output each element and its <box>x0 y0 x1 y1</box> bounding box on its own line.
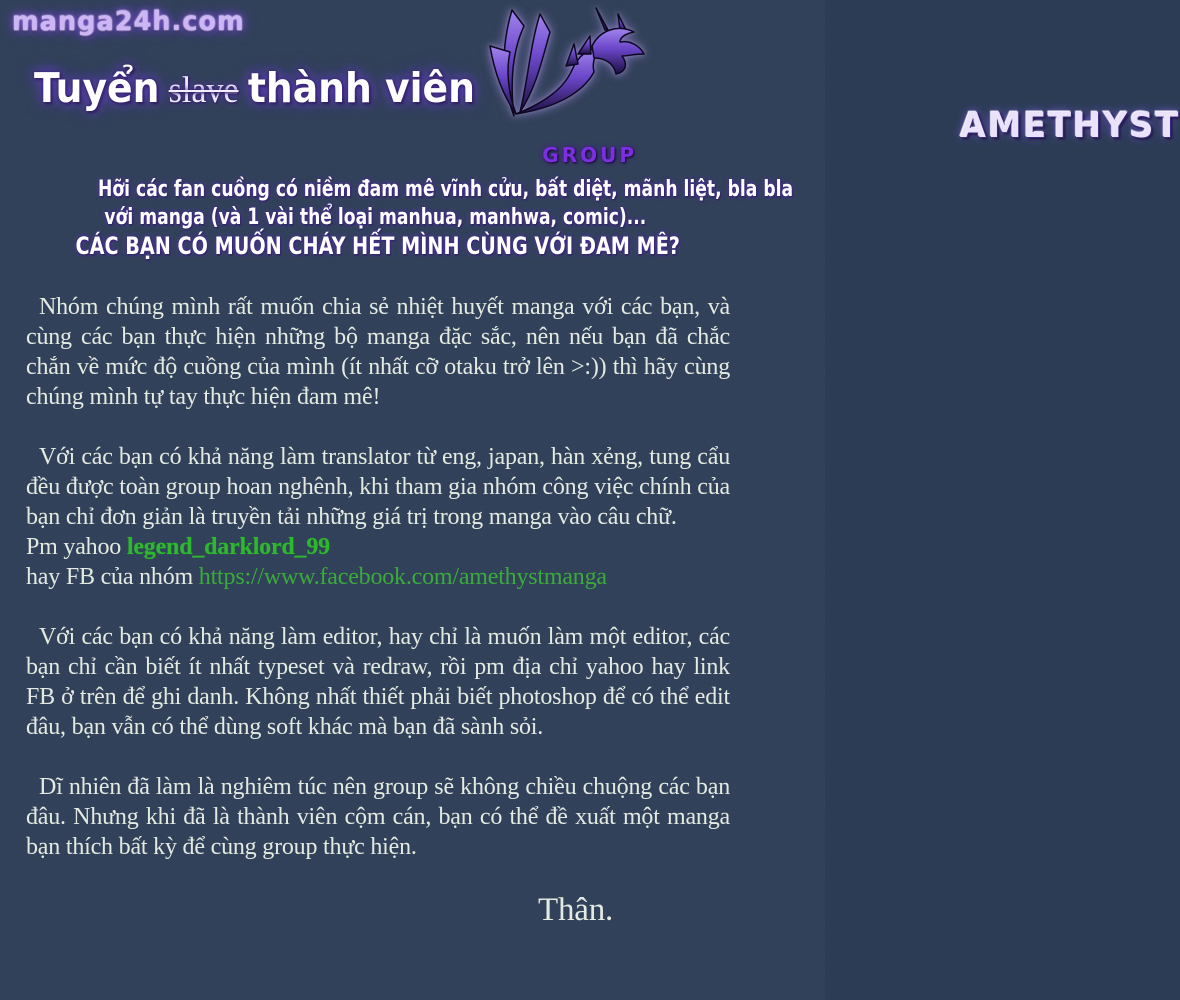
facebook-contact-line <box>26 562 730 592</box>
translator-section <box>26 442 730 592</box>
facebook-contact-prefix: hay FB của nhóm <box>26 564 199 590</box>
intro-line-3: CÁC BẠN CÓ MUỐN CHÁY HẾT MÌNH CÙNG VỚI ĐAM MÊ? <box>75 232 680 260</box>
title-struck-word: slave <box>168 70 239 111</box>
amethyst-logo <box>462 2 1180 167</box>
page-title <box>34 64 475 112</box>
paragraph-recruit-intro: Nhóm chúng mình rất muốn chia sẻ nhiệt huyết manga với các bạn, và cùng các bạn thực hiện những bộ manga đặc sắc, nên nếu bạn đã chắc chắn về mức độ cuồng của mình (ít nhất cỡ otaku trở lên >:)) thì hãy cùng chúng mình tự tay thực hiện đam mê! <box>26 294 730 410</box>
intro-callout <box>0 176 794 260</box>
facebook-url-link[interactable]: https://www.facebook.com/amethystmanga <box>198 564 607 590</box>
logo-subtitle: GROUP <box>542 143 637 167</box>
title-post: thành viên <box>247 64 475 112</box>
title-pre: Tuyển <box>34 64 160 112</box>
body-text <box>26 292 730 928</box>
paragraph-translator: Với các bạn có khả năng làm translator từ eng, japan, hàn xẻng, tung cẩu đều được toàn group hoan nghênh, khi tham gia nhóm công việc chính của bạn chỉ đơn giản là truyền tải những giá trị trong manga vào câu chữ. <box>26 444 730 530</box>
yahoo-contact-prefix: Pm yahoo <box>26 534 127 560</box>
dragon-icon <box>462 2 652 142</box>
paragraph-editor: Với các bạn có khả năng làm editor, hay chỉ là muốn làm một editor, các bạn chỉ cần biết ít nhất typeset và redraw, rồi pm địa chỉ yahoo hay link FB ở trên để ghi danh. Không nhất thiết phải biết photoshop để có thể edit đâu, bạn vẫn có thể dùng soft khác mà bạn đã sành sỏi. <box>26 624 730 740</box>
closing-signature: Thân. <box>538 892 614 928</box>
paragraph-commitment: Dĩ nhiên đã làm là nghiêm túc nên group sẽ không chiều chuộng các bạn đâu. Nhưng khi đã là thành viên cộm cán, bạn có thể đề xuất một manga bạn thích bất kỳ để cùng group thực hiện. <box>26 774 730 860</box>
site-watermark: manga24h.com <box>12 6 245 37</box>
logo-name: AMETHYST <box>960 106 1180 146</box>
intro-line-2: với manga (và 1 vài thể loại manhua, manhwa, comic)... <box>104 205 646 230</box>
yahoo-id-link[interactable]: legend_darklord_99 <box>126 534 330 560</box>
intro-line-1: Hỡi các fan cuồng có niềm đam mê vĩnh cửu, bất diệt, mãnh liệt, bla bla <box>98 177 794 202</box>
yahoo-contact-line <box>26 532 730 562</box>
